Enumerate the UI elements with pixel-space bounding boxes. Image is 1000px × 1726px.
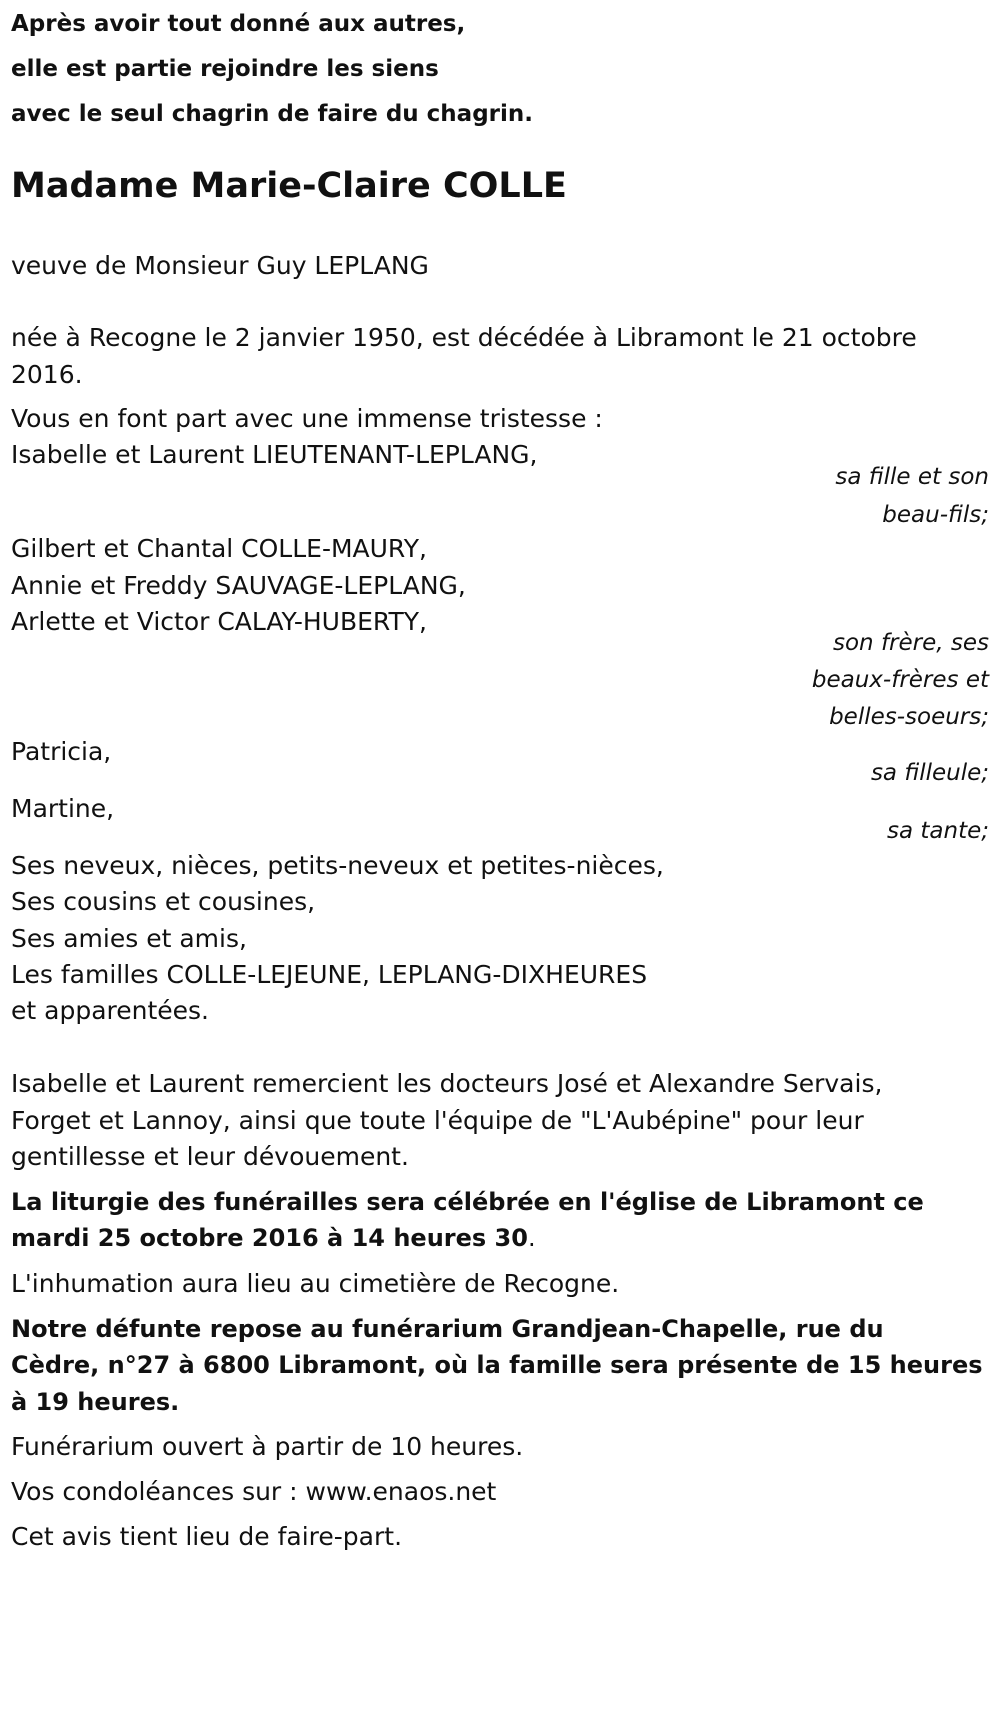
relation-label: sa fille et son [835, 464, 989, 490]
widow-line: veuve de Monsieur Guy LEPLANG [11, 251, 429, 280]
family-line: et apparentées. [11, 996, 209, 1025]
family-member: Isabelle et Laurent LIEUTENANT-LEPLANG, [11, 440, 538, 469]
thanks-line-1: Isabelle et Laurent remercient les docteurs José et Alexandre Servais, [11, 1069, 883, 1098]
relation-label: beau-fils; [882, 502, 989, 528]
family-line: Ses amies et amis, [11, 924, 247, 953]
announcers-intro: Vous en font part avec une immense tristesse : [11, 404, 603, 433]
deceased-name: Madame Marie-Claire COLLE [11, 166, 567, 206]
family-line: Les familles COLLE-LEJEUNE, LEPLANG-DIXHEURES [11, 960, 648, 989]
notice-line: Cet avis tient lieu de faire-part. [11, 1522, 403, 1551]
relation-label: sa tante; [887, 818, 989, 844]
quote-line-1: Après avoir tout donné aux autres, [11, 11, 466, 37]
liturgy-line-2 [11, 1218, 536, 1258]
condolences-line: Vos condoléances sur : www.enaos.net [11, 1477, 497, 1506]
repose-line-2: Cèdre, n°27 à 6800 Libramont, où la famille sera présente de 15 heures [11, 1351, 983, 1379]
repose-line-1: Notre défunte repose au funérarium Grandjean-Chapelle, rue du [11, 1315, 884, 1343]
birth-death-line-1: née à Recogne le 2 janvier 1950, est décédée à Libramont le 21 octobre [11, 323, 917, 352]
liturgy-line-1: La liturgie des funérailles sera célébrée en l'église de Libramont ce [11, 1188, 924, 1216]
family-line: Ses cousins et cousines, [11, 887, 316, 916]
thanks-line-2: Forget et Lannoy, ainsi que toute l'équipe de "L'Aubépine" pour leur [11, 1106, 864, 1135]
quote-line-2: elle est partie rejoindre les siens [11, 56, 439, 82]
quote-line-3: avec le seul chagrin de faire du chagrin. [11, 101, 534, 127]
liturgy-end: . [527, 1224, 536, 1252]
family-member: Arlette et Victor CALAY-HUBERTY, [11, 607, 427, 636]
family-member: Annie et Freddy SAUVAGE-LEPLANG, [11, 571, 466, 600]
relation-label: son frère, ses [833, 630, 989, 656]
opening-hours: Funérarium ouvert à partir de 10 heures. [11, 1432, 524, 1461]
burial-line: L'inhumation aura lieu au cimetière de Recogne. [11, 1269, 620, 1298]
liturgy-date: mardi 25 octobre 2016 à 14 heures 30 [11, 1224, 528, 1252]
family-member: Gilbert et Chantal COLLE-MAURY, [11, 534, 427, 563]
thanks-line-3: gentillesse et leur dévouement. [11, 1142, 409, 1171]
repose-line-3: à 19 heures. [11, 1388, 180, 1416]
birth-death-line-2: 2016. [11, 360, 83, 389]
relation-label: sa filleule; [870, 760, 989, 786]
relation-label: belles-soeurs; [829, 704, 989, 730]
family-line: Ses neveux, nièces, petits-neveux et petites-nièces, [11, 851, 664, 880]
family-member: Patricia, [11, 737, 112, 766]
relation-label: beaux-frères et [811, 667, 989, 693]
family-member: Martine, [11, 794, 115, 823]
